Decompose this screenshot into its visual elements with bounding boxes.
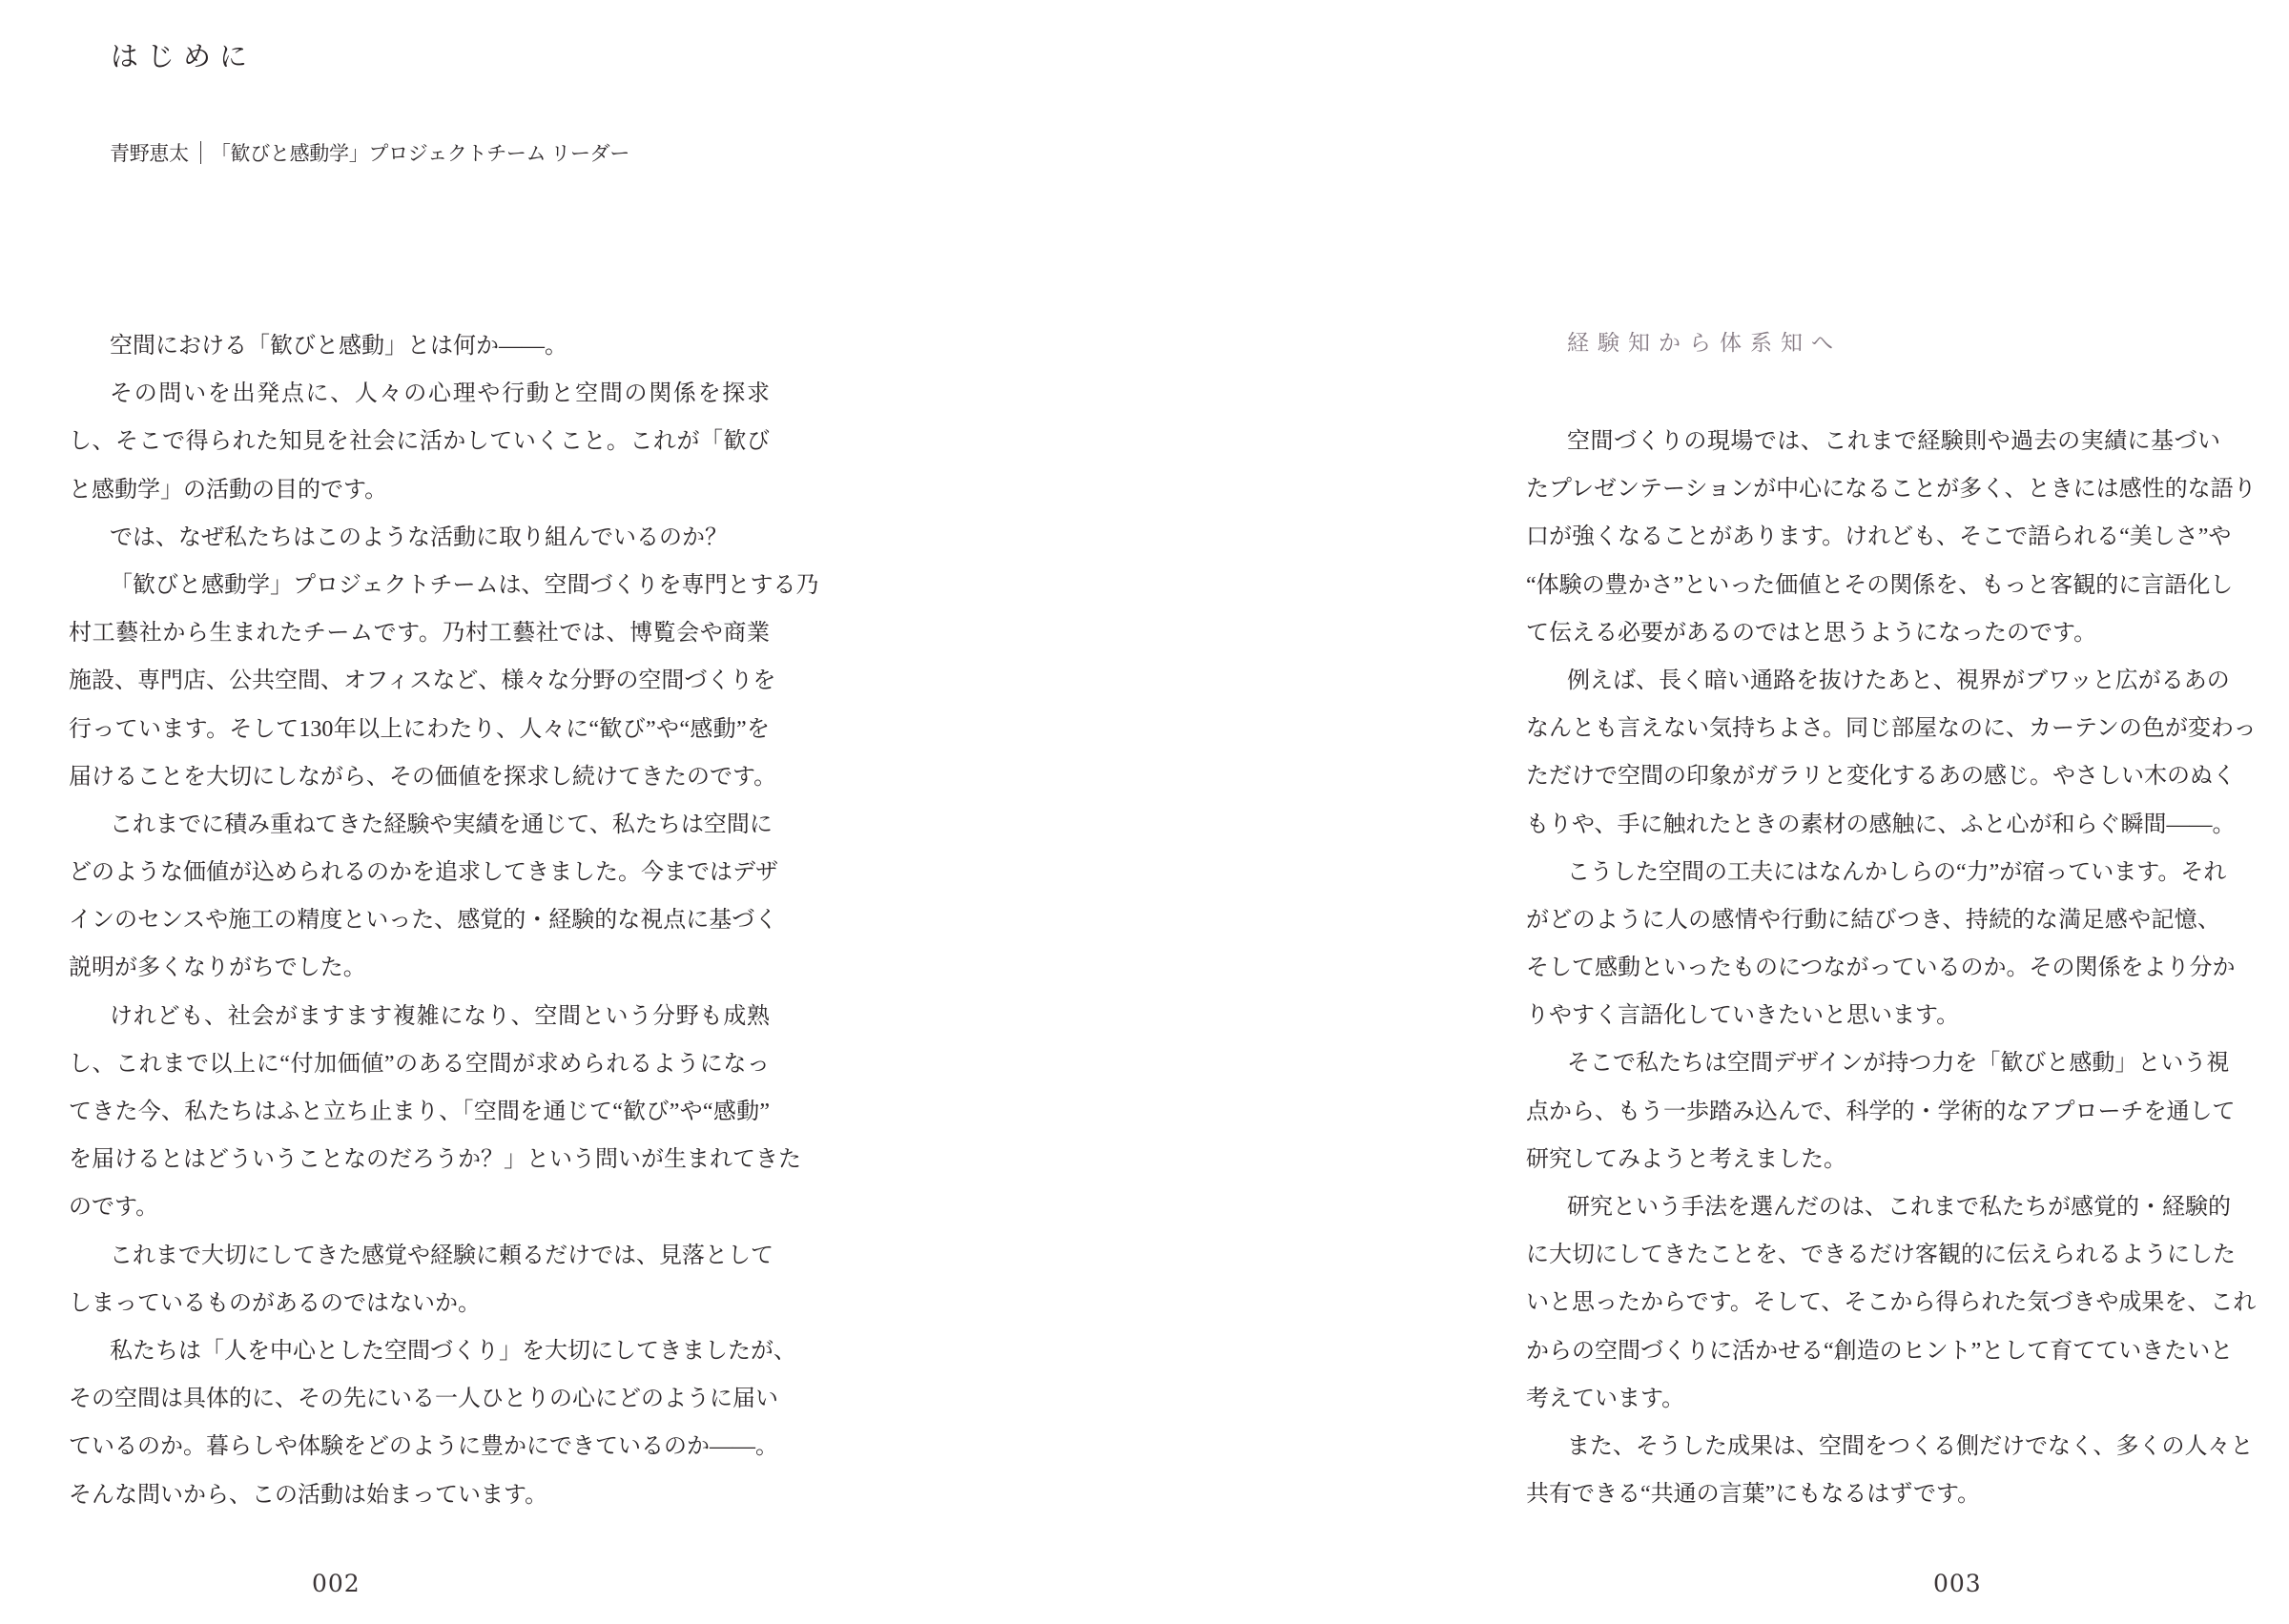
text-line: その空間は具体的に、その先にいる一人ひとりの心にどのように届い <box>69 1387 778 1412</box>
page-number-left: 002 <box>312 1570 361 1597</box>
author-byline <box>110 139 629 168</box>
text-line: 空間における「歓びと感動」とは何か――。 <box>110 334 567 359</box>
text-line: ただけで空間の印象がガラリと変化するあの感じ。やさしい木のぬく <box>1526 764 2236 790</box>
page-number-right: 003 <box>1933 1570 1982 1597</box>
text-line: りやすく言語化していきたいと思います。 <box>1526 1003 1960 1029</box>
text-line: 例えば、長く暗い通路を抜けたあと、視界がブワッと広がるあの <box>1567 668 2230 693</box>
text-line: どのような価値が込められるのかを追求してきました。今まではデザ <box>69 860 778 886</box>
text-line: てきた今、私たちはふと立ち止まり、「空間を通じて“歓び”や“感動” <box>69 1100 770 1124</box>
text-line: 村工藝社から生まれたチームです。乃村工藝社では、博覧会や商業 <box>69 621 770 647</box>
text-line: を届けるとはどういうことなのだろうか？」という問いが生まれてきた <box>69 1147 801 1173</box>
text-line: また、そうした成果は、空間をつくる側だけでなく、多くの人々と <box>1567 1433 2254 1459</box>
text-line: こうした空間の工夫にはなんかしらの“力”が宿っています。それ <box>1567 859 2227 885</box>
right-body-text <box>1526 418 2257 1518</box>
text-line: これまで大切にしてきた感覚や経験に頼るだけでは、見落として <box>110 1243 773 1268</box>
text-line: 研究という手法を選んだのは、これまで私たちが感覚的・経験的 <box>1567 1195 2231 1220</box>
text-line: 空間づくりの現場では、これまで経験則や過去の実績に基づい <box>1567 429 2220 454</box>
text-line: では、なぜ私たちはこのような活動に取り組んでいるのか？ <box>110 524 728 550</box>
text-line: し、そこで得られた知見を社会に活かしていくこと。これが「歓び <box>69 429 770 455</box>
text-line: そして感動といったものにつながっているのか。その関係をより分か <box>1526 956 2236 981</box>
text-line: インのセンスや施工の精度といった、感覚的・経験的な視点に基づく <box>69 908 778 934</box>
right-page <box>1144 0 2289 1624</box>
text-line: たプレゼンテーションが中心になることが多く、ときには感性的な語り <box>1526 477 2257 503</box>
text-line: そんな問いから、この活動は始まっています。 <box>69 1482 548 1508</box>
text-line: 共有できる“共通の言葉”にもなるはずです。 <box>1526 1482 1981 1508</box>
text-line: 届けることを大切にしながら、その価値を探求し続けてきたのです。 <box>69 764 777 790</box>
text-line: がどのように人の感情や行動に結びつき、持続的な満足感や記憶、 <box>1526 907 2220 933</box>
text-line: けれども、社会がますます複雑になり、空間という分野も成熟 <box>110 1003 770 1029</box>
section-subheading: 経験知から体系知へ <box>1567 331 1842 355</box>
text-line: その問いを出発点に、人々の心理や行動と空間の関係を探求 <box>110 381 770 407</box>
text-line: し、これまで以上に“付加価値”のある空間が求められるようになっ <box>69 1051 770 1077</box>
text-line: 「歓びと感動学」プロジェクトチームは、空間づくりを専門とする乃 <box>110 572 819 598</box>
text-line: しまっているものがあるのではないか。 <box>69 1290 481 1316</box>
text-line: もりや、手に触れたときの素材の感触に、ふと心が和らぐ瞬間――。 <box>1526 812 2236 837</box>
text-line: そこで私たちは空間デザインが持つ力を「歓びと感動」という視 <box>1567 1051 2230 1077</box>
text-line: 施設、専門店、公共空間、オフィスなど、様々な分野の空間づくりを <box>69 668 776 694</box>
text-line: 行っています。そして130年以上にわたり、人々に“歓び”や“感動”を <box>69 716 770 742</box>
text-line: 説明が多くなりがちでした。 <box>69 956 366 981</box>
text-line: のです。 <box>69 1195 159 1221</box>
text-line: 研究してみようと考えました。 <box>1526 1146 1846 1172</box>
text-line: 点から、もう一歩踏み込んで、科学的・学術的なアプローチを通して <box>1526 1099 2236 1124</box>
text-line: ているのか。暮らしや体験をどのように豊かにできているのか――。 <box>69 1434 778 1460</box>
author-role: 「歓びと感動学」プロジェクトチーム リーダー <box>210 142 630 165</box>
text-line: 口が強くなることがあります。けれども、そこで語られる“美しさ”や <box>1526 524 2232 550</box>
text-line: “体験の豊かさ”といった価値とその関係を、もっと客観的に言語化し <box>1526 572 2234 598</box>
chapter-title: はじめに <box>111 42 257 72</box>
left-page <box>0 0 1144 1624</box>
text-line: て伝える必要があるのではと思うようになったのです。 <box>1526 620 2097 646</box>
text-line: からの空間づくりに活かせる“創造のヒント”として育てていきたいと <box>1526 1338 2234 1364</box>
text-line: これまでに積み重ねてきた経験や実績を通じて、私たちは空間に <box>110 812 773 837</box>
byline-separator <box>200 141 201 164</box>
text-line: なんとも言えない気持ちよさ。同じ部屋なのに、カーテンの色が変わっ <box>1526 716 2257 742</box>
text-line: 考えています。 <box>1526 1386 1685 1411</box>
left-body-text <box>69 322 819 1519</box>
text-line: に大切にしてきたことを、できるだけ客観的に伝えられるようにした <box>1526 1243 2236 1268</box>
author-name: 青野恵太 <box>110 142 189 165</box>
text-line: 私たちは「人を中心とした空間づくり」を大切にしてきましたが、 <box>110 1338 796 1364</box>
text-line: と感動学」の活動の目的です。 <box>69 477 388 503</box>
text-line: いと思ったからです。そして、そこから得られた気づきや成果を、これ <box>1526 1290 2257 1316</box>
